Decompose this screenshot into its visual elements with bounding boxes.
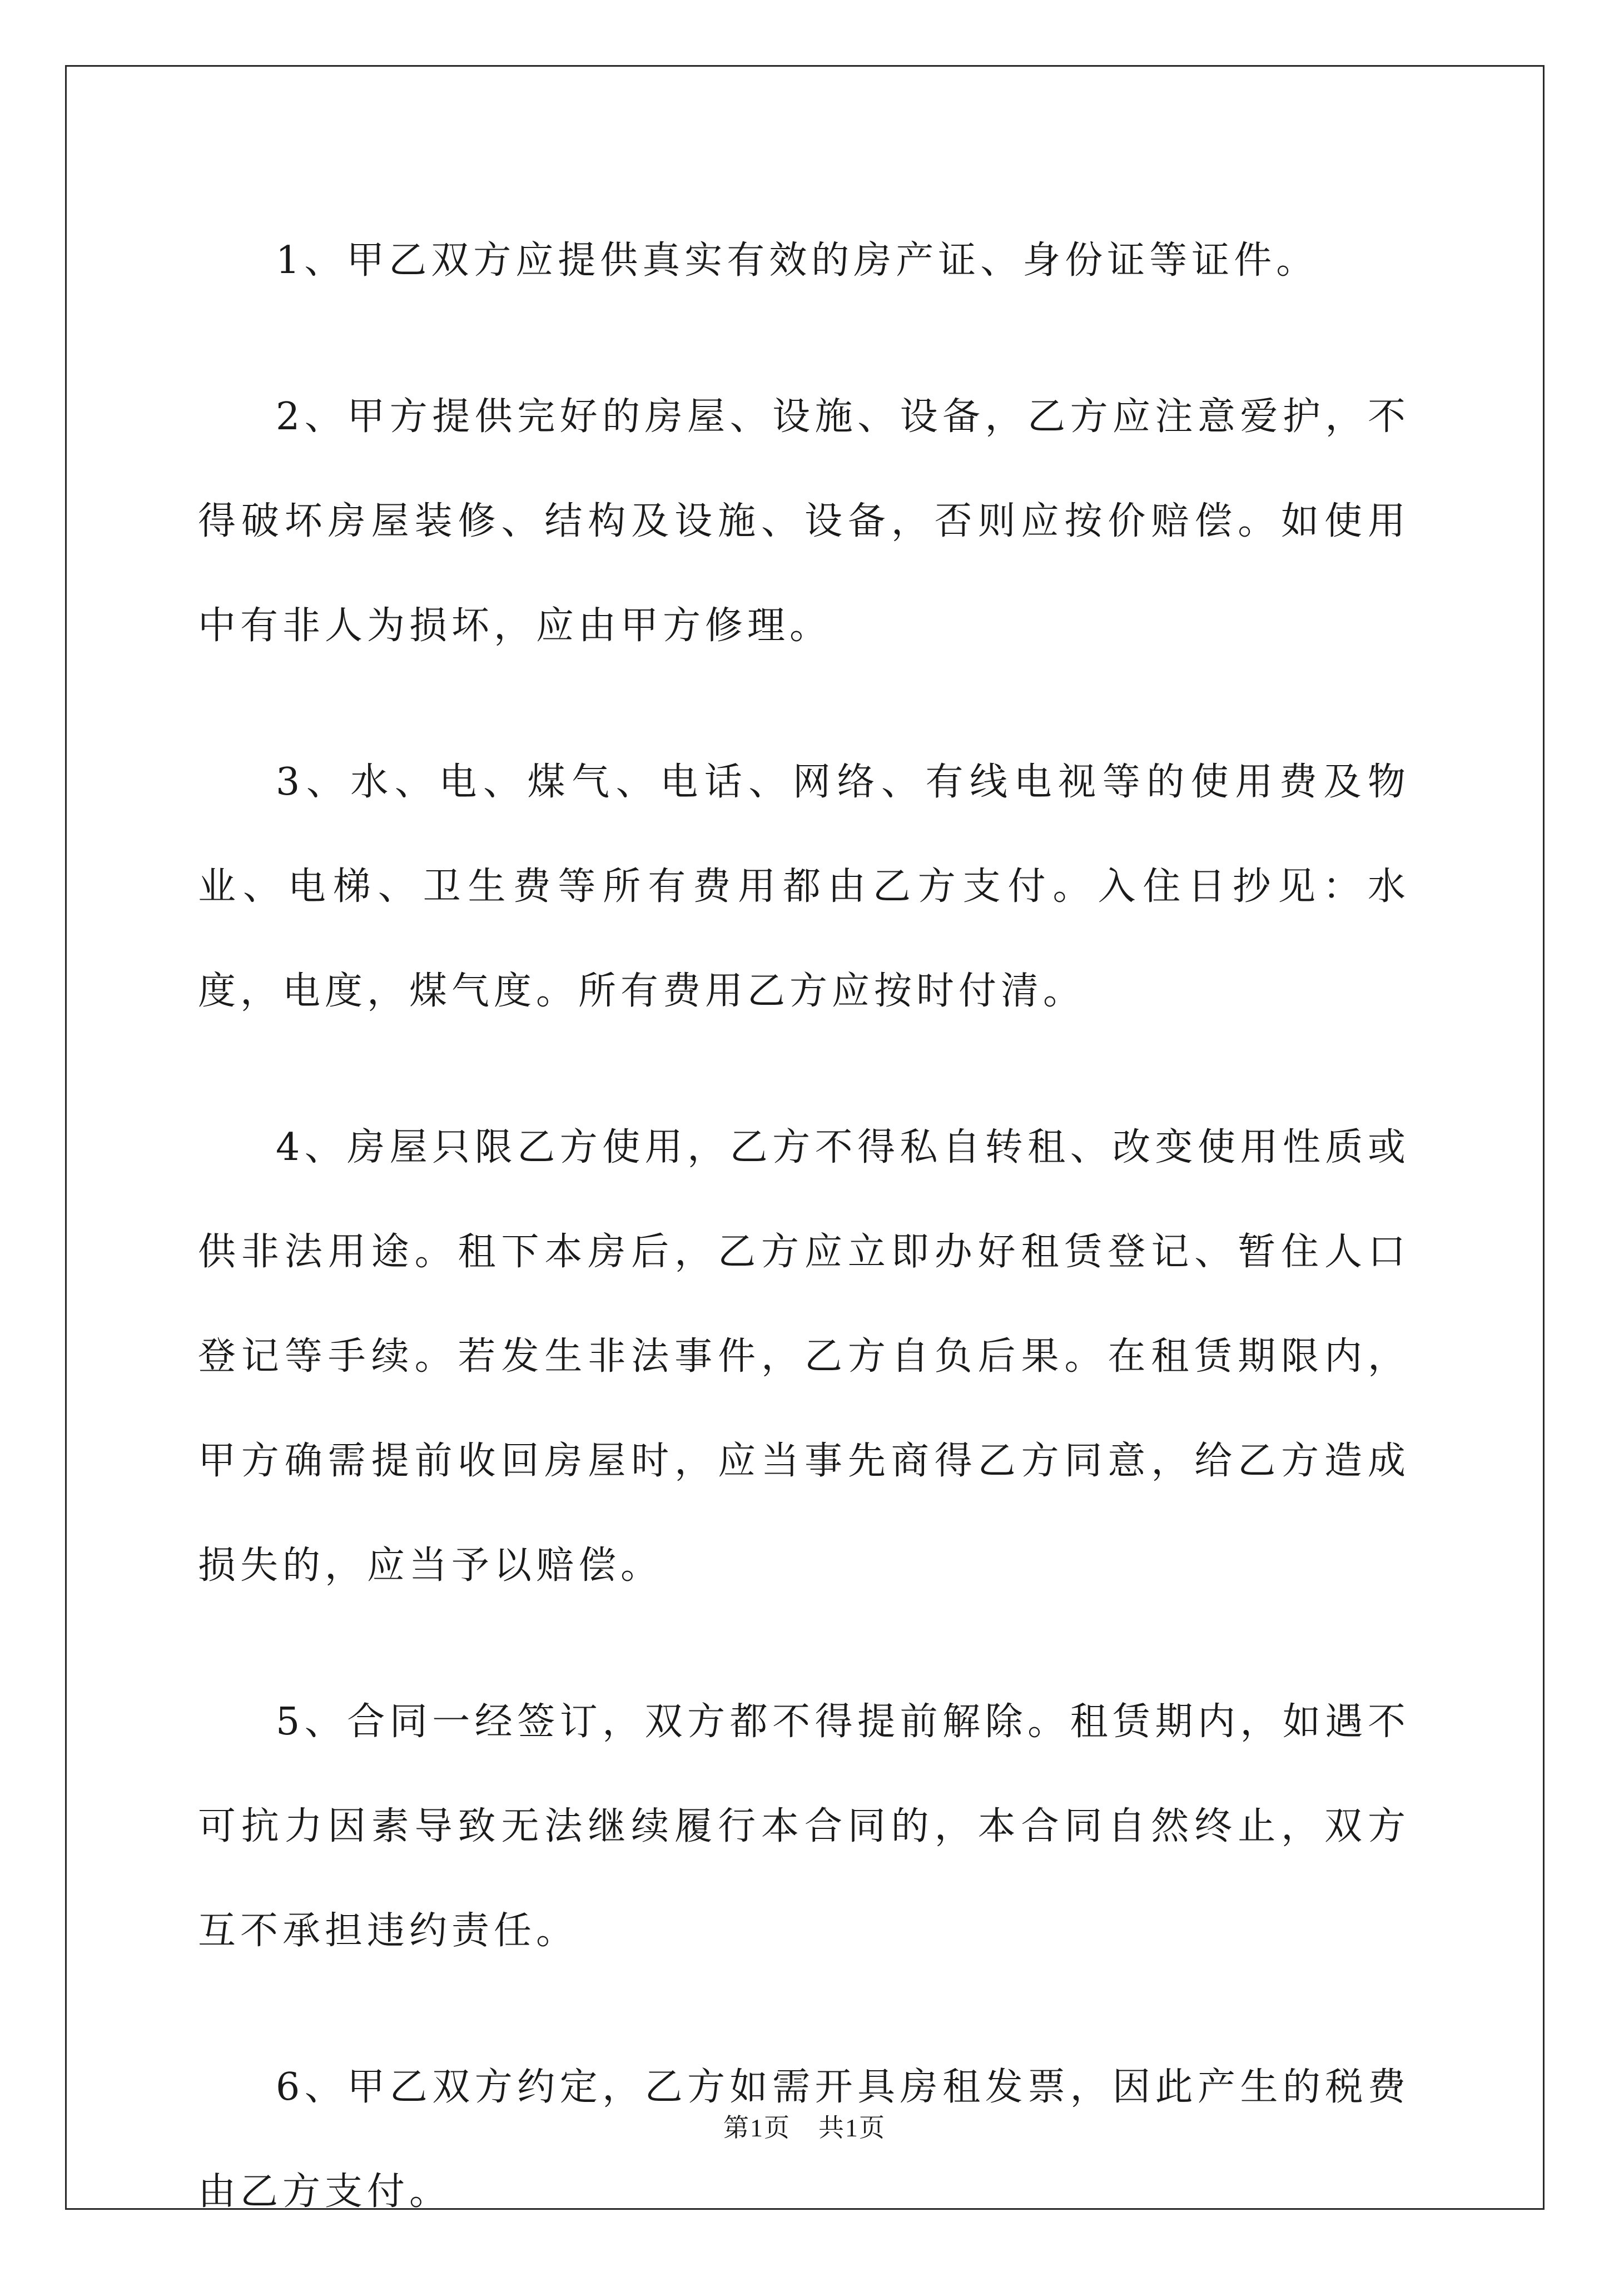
page-total-label: 共1页 — [818, 2114, 886, 2142]
clause-2: 2、甲方提供完好的房屋、设施、设备，乙方应注意爱护，不得破坏房屋装修、结构及设施、设备，否则应按价赔偿。如使用中有非人为损坏，应由甲方修理。 — [198, 395, 1410, 648]
document-body — [198, 209, 1410, 2296]
clause-4: 4、房屋只限乙方使用，乙方不得私自转租、改变使用性质或供非法用途。租下本房后，乙方应立即办好租赁登记、暂住人口登记等手续。若发生非法事件，乙方自负后果。在租赁期限内，甲方确需提前收回房屋时，应当事先商得乙方同意，给乙方造成损失的，应当予以赔偿。 — [198, 1125, 1410, 1588]
clause-3: 3、水、电、煤气、电话、网络、有线电视等的使用费及物业、电梯、卫生费等所有费用都由乙方支付。入住日抄见：水度，电度，煤气度。所有费用乙方应按时付清。 — [198, 760, 1410, 1013]
clause-6: 6、甲乙双方约定，乙方如需开具房租发票，因此产生的税费由乙方支付。 — [198, 2065, 1410, 2214]
page-current-label: 第1页 — [723, 2114, 791, 2142]
clause-1: 1、甲乙双方应提供真实有效的房产证、身份证等证件。 — [276, 239, 1319, 282]
page-footer — [0, 2107, 1609, 2144]
clause-5: 5、合同一经签订，双方都不得提前解除。租赁期内，如遇不可抗力因素导致无法继续履行本合同的，本合同自然终止，双方互不承担违约责任。 — [198, 1700, 1410, 1953]
